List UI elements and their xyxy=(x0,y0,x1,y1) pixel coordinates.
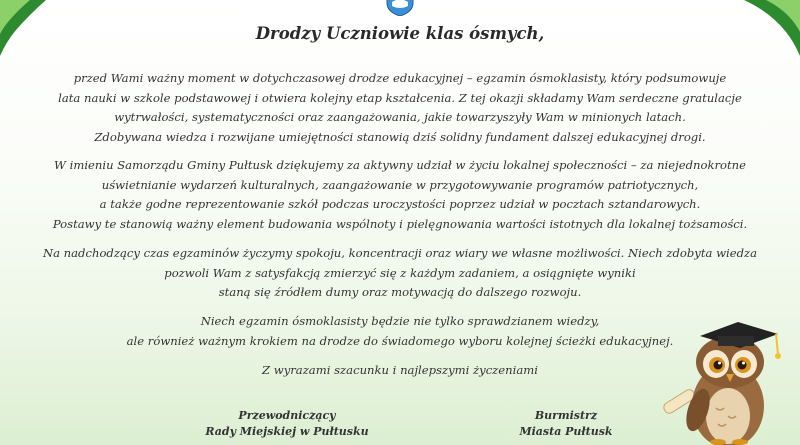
text-line: uświetnianie wydarzeń kulturalnych, zaangażowanie w przygotowywanie programów patriotycznych, xyxy=(101,177,699,192)
closing-line: Z wyrazami szacunku i najlepszymi życzeniami xyxy=(262,363,538,377)
text-line: Niech egzamin ósmoklasisty będzie nie tylko sprawdzianem wiedzy, xyxy=(200,314,600,328)
town-crest-icon xyxy=(384,0,416,16)
signature-chairman xyxy=(157,408,417,440)
paragraph-thanks xyxy=(40,156,760,235)
text-line: Postawy te stanowią ważny element budowania wspólnoty i pielęgnowania wartości istotnych dla lokalnej tożsamości. xyxy=(52,217,748,232)
text-line: ale również ważnym krokiem na drodze do świadomego wyboru kolejnej ścieżki edukacyjnej. xyxy=(126,333,674,348)
text-line: Na nadchodzący czas egzaminów życzymy spokoju, koncentracji oraz wiary we własne możliwości. Niech zdobyta wiedza xyxy=(42,246,758,260)
signature-title: Przewodniczący xyxy=(238,409,336,422)
text-line: lata nauki w szkole podstawowej i otwiera kolejny etap kształcenia. Z tej okazji składamy Wam serdeczne gratulacje xyxy=(58,90,742,105)
signature-title: Burmistrz xyxy=(534,409,598,422)
paragraph-wishes xyxy=(40,244,760,303)
signature-mayor xyxy=(436,408,696,440)
text-line: pozwoli Wam z satysfakcją zmierzyć się z każdym zadaniem, a osiągnięte wyniki xyxy=(164,265,636,280)
graduate-owl-icon xyxy=(660,318,790,445)
paragraph-exam xyxy=(40,312,760,351)
text-line: W imieniu Samorządu Gminy Pułtusk dziękujemy za aktywny udział w życiu lokalnej społeczności – za niejednokrotne xyxy=(54,158,746,172)
paragraph-congratulations xyxy=(40,69,760,148)
greeting-heading: Drodzy Uczniowie klas ósmych, xyxy=(255,24,545,43)
text-line: Zdobywana wiedza i rozwijane umiejętności stanowią dziś solidny fundament dalszej edukacyjnej drogi. xyxy=(94,130,706,145)
text-line: staną się źródłem dumy oraz motywacją do dalszego rozwoju. xyxy=(218,285,582,300)
signature-office: Rady Miejskiej w Pułtusku xyxy=(205,425,369,438)
text-line: a także godne reprezentowanie szkół podczas uroczystości poprzez udział w pocztach sztandarowych. xyxy=(99,197,701,212)
text-line: wytrwałości, systematyczności oraz zaangażowania, jakie towarzyszyły Wam w minionych latach. xyxy=(114,110,686,125)
signature-office: Miasta Pułtusk xyxy=(519,425,613,438)
text-line: przed Wami ważny moment w dotychczasowej drodze edukacyjnej – egzamin ósmoklasisty, który podsumowuje xyxy=(73,71,727,85)
